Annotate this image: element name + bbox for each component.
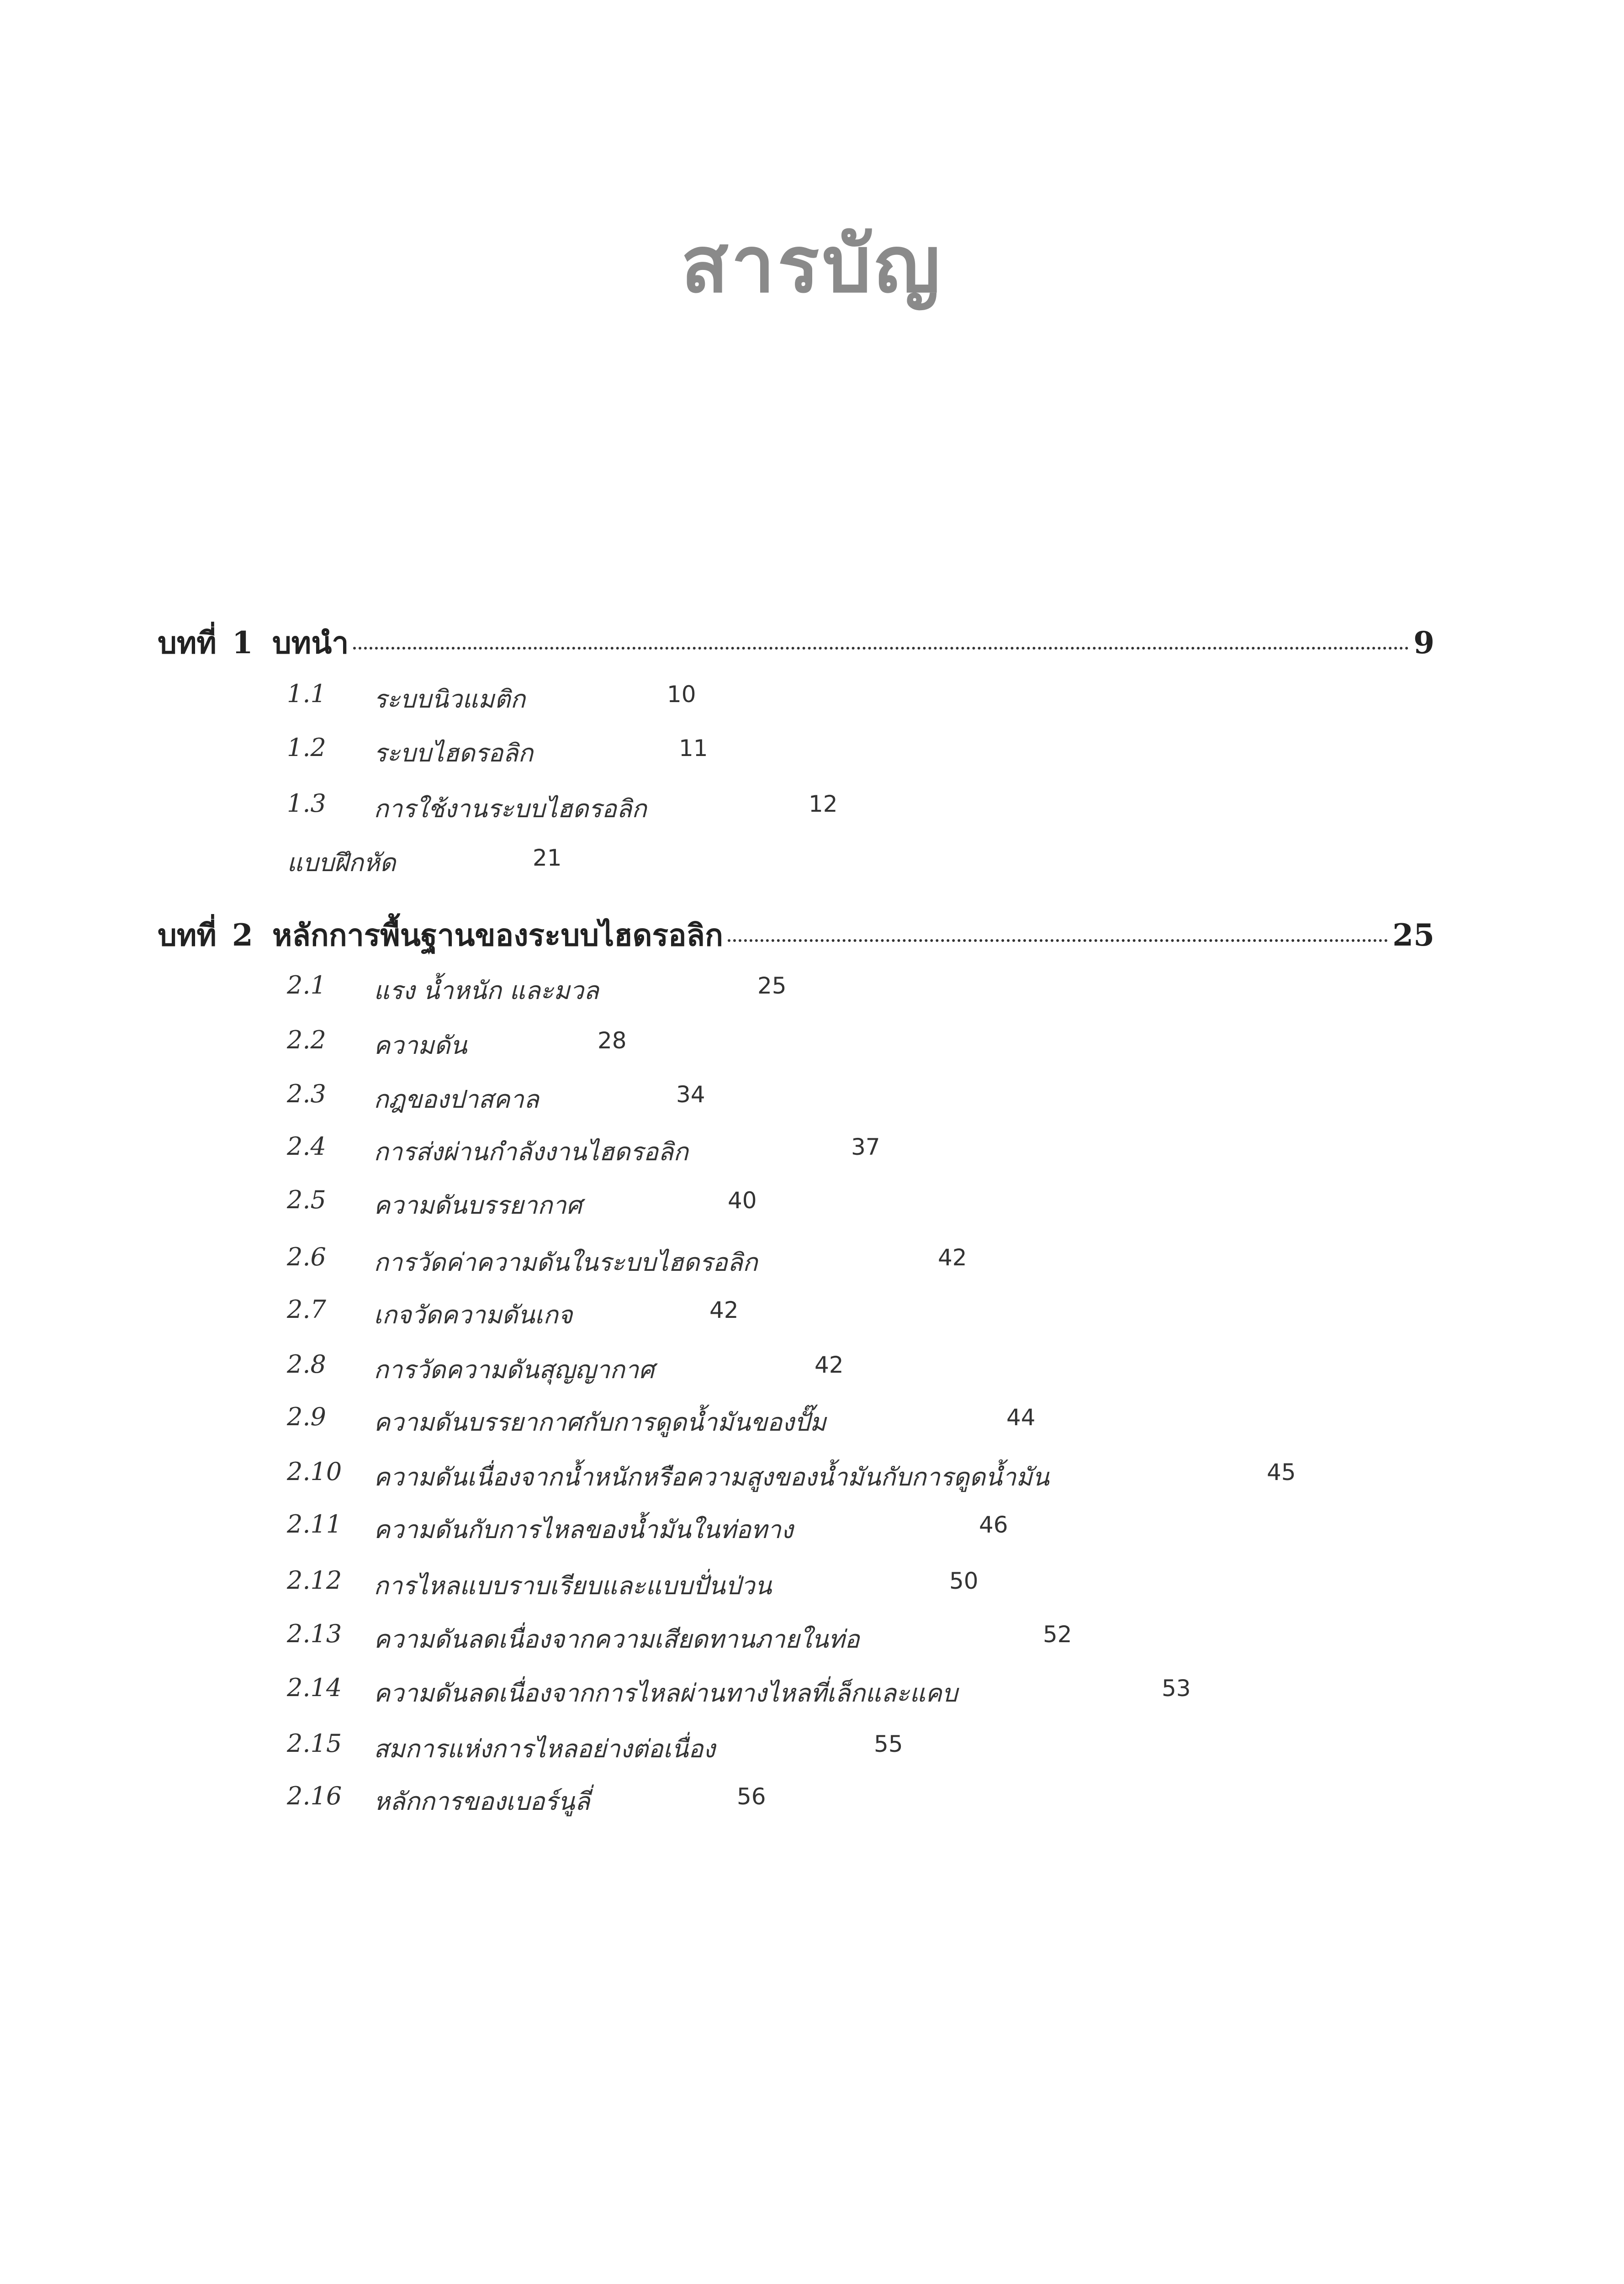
section-number: 1.1 bbox=[287, 679, 326, 708]
section-number: 2.1 bbox=[287, 971, 326, 999]
section-page-number: 55 bbox=[874, 1731, 903, 1757]
section-number: 1.2 bbox=[287, 733, 326, 762]
section-number: 2.10 bbox=[287, 1457, 342, 1486]
chapter-prefix: บทที่ bbox=[158, 917, 217, 953]
chapter-page-number: 9 bbox=[1413, 625, 1434, 661]
chapter-2-heading bbox=[158, 911, 1434, 962]
chapter-page-number: 25 bbox=[1392, 917, 1434, 953]
section-number: 1.3 bbox=[287, 789, 326, 818]
section-number: 2.2 bbox=[287, 1026, 326, 1054]
exercise-page-number: 21 bbox=[533, 845, 562, 871]
section-page-number: 37 bbox=[851, 1134, 880, 1160]
section-page-number: 12 bbox=[809, 791, 838, 817]
section-number: 2.11 bbox=[287, 1510, 342, 1539]
chapter-1-heading bbox=[158, 619, 1434, 669]
toc-entry-2-9 bbox=[287, 1402, 1109, 1443]
page-title: สารบัญ bbox=[681, 220, 943, 310]
toc-entry-2-14 bbox=[287, 1673, 1246, 1714]
section-number: 2.3 bbox=[287, 1079, 326, 1108]
section-page-number: 46 bbox=[979, 1512, 1008, 1538]
section-title: ความดันกับการไหลของน้ำมันในท่อทาง bbox=[374, 1515, 793, 1544]
section-page-number: 42 bbox=[815, 1352, 844, 1378]
dot-leader bbox=[728, 939, 1388, 942]
toc-exercise bbox=[287, 843, 652, 884]
chapter-number: 1 bbox=[232, 625, 253, 661]
chapter-title: หลักการพื้นฐานของระบบไฮดรอลิก bbox=[272, 917, 723, 953]
toc-entry-1-1 bbox=[287, 679, 972, 720]
section-title: ความดันบรรยากาศกับการดูดน้ำมันของปั๊ม bbox=[374, 1408, 826, 1437]
toc-entry-1-2 bbox=[287, 733, 972, 774]
section-title: ความดันลดเนื่องจากการไหลผ่านทางไหลที่เล็กและแคบ bbox=[374, 1679, 958, 1708]
section-title: ระบบไฮดรอลิก bbox=[374, 739, 533, 767]
exercise-title: แบบฝึกหัด bbox=[287, 848, 396, 877]
section-title: การไหลแบบราบเรียบและแบบปั่นป่วน bbox=[374, 1571, 772, 1600]
section-page-number: 10 bbox=[667, 681, 696, 708]
section-number: 2.15 bbox=[287, 1729, 342, 1758]
section-page-number: 25 bbox=[757, 973, 787, 999]
toc-entry-2-3 bbox=[287, 1079, 972, 1121]
section-number: 2.6 bbox=[287, 1242, 326, 1271]
chapter-number: 2 bbox=[232, 917, 253, 953]
section-number: 2.4 bbox=[287, 1132, 326, 1161]
section-page-number: 53 bbox=[1162, 1675, 1191, 1702]
section-page-number: 44 bbox=[1006, 1404, 1036, 1431]
section-title: การวัดความดันสุญญากาศ bbox=[374, 1355, 655, 1384]
section-page-number: 42 bbox=[938, 1244, 967, 1271]
toc-entry-2-12 bbox=[287, 1566, 1109, 1607]
section-page-number: 11 bbox=[679, 735, 708, 761]
section-title: สมการแห่งการไหลอย่างต่อเนื่อง bbox=[374, 1734, 715, 1763]
toc-entry-2-7 bbox=[287, 1295, 972, 1336]
section-page-number: 40 bbox=[728, 1187, 757, 1214]
section-title: กฎของปาสคาล bbox=[374, 1085, 539, 1114]
toc-entry-2-1 bbox=[287, 971, 972, 1012]
section-number: 2.8 bbox=[287, 1350, 326, 1379]
section-title: การส่งผ่านกำลังงานไฮดรอลิก bbox=[374, 1137, 688, 1166]
section-title: ความดันลดเนื่องจากความเสียดทานภายในท่อ bbox=[374, 1625, 860, 1654]
chapter-title: บทนำ bbox=[272, 625, 349, 661]
toc-entry-2-5 bbox=[287, 1185, 972, 1227]
chapter-prefix: บทที่ bbox=[158, 625, 217, 661]
toc-entry-1-3 bbox=[287, 789, 972, 830]
section-title: ความดันเนื่องจากน้ำหนักหรือความสูงของน้ำมันกับการดูดน้ำมัน bbox=[374, 1463, 1049, 1491]
toc-entry-2-6 bbox=[287, 1242, 1063, 1284]
section-number: 2.9 bbox=[287, 1402, 326, 1431]
dot-leader bbox=[353, 647, 1409, 650]
section-title: ความดันบรรยากาศ bbox=[374, 1191, 582, 1220]
toc-entry-2-11 bbox=[287, 1510, 1109, 1551]
section-page-number: 56 bbox=[737, 1783, 766, 1810]
section-title: หลักการของเบอร์นูลี่ bbox=[374, 1787, 590, 1816]
section-title: การใช้งานระบบไฮดรอลิก bbox=[374, 794, 647, 823]
section-title: แรง น้ำหนัก และมวล bbox=[374, 976, 599, 1005]
toc-entry-2-4 bbox=[287, 1132, 972, 1173]
section-page-number: 50 bbox=[949, 1568, 979, 1594]
section-number: 2.13 bbox=[287, 1619, 342, 1648]
toc-entry-2-10 bbox=[287, 1457, 1383, 1498]
toc-entry-2-15 bbox=[287, 1729, 1109, 1770]
section-number: 2.5 bbox=[287, 1185, 326, 1214]
section-number: 2.16 bbox=[287, 1782, 342, 1810]
section-page-number: 42 bbox=[709, 1297, 739, 1323]
section-page-number: 45 bbox=[1267, 1459, 1296, 1486]
section-title: เกจวัดความดันเกจ bbox=[374, 1301, 573, 1329]
section-page-number: 52 bbox=[1043, 1621, 1072, 1648]
toc-entry-2-8 bbox=[287, 1350, 972, 1391]
toc-entry-2-2 bbox=[287, 1026, 972, 1067]
section-page-number: 34 bbox=[676, 1081, 705, 1108]
section-number: 2.14 bbox=[287, 1673, 342, 1702]
section-number: 2.7 bbox=[287, 1295, 326, 1324]
section-title: ความดัน bbox=[374, 1031, 467, 1060]
section-title: การวัดค่าความดันในระบบไฮดรอลิก bbox=[374, 1248, 758, 1277]
section-title: ระบบนิวแมติก bbox=[374, 685, 525, 714]
toc-entry-2-16 bbox=[287, 1782, 972, 1823]
toc-entry-2-13 bbox=[287, 1619, 1155, 1660]
section-number: 2.12 bbox=[287, 1566, 342, 1595]
section-page-number: 28 bbox=[598, 1027, 627, 1054]
